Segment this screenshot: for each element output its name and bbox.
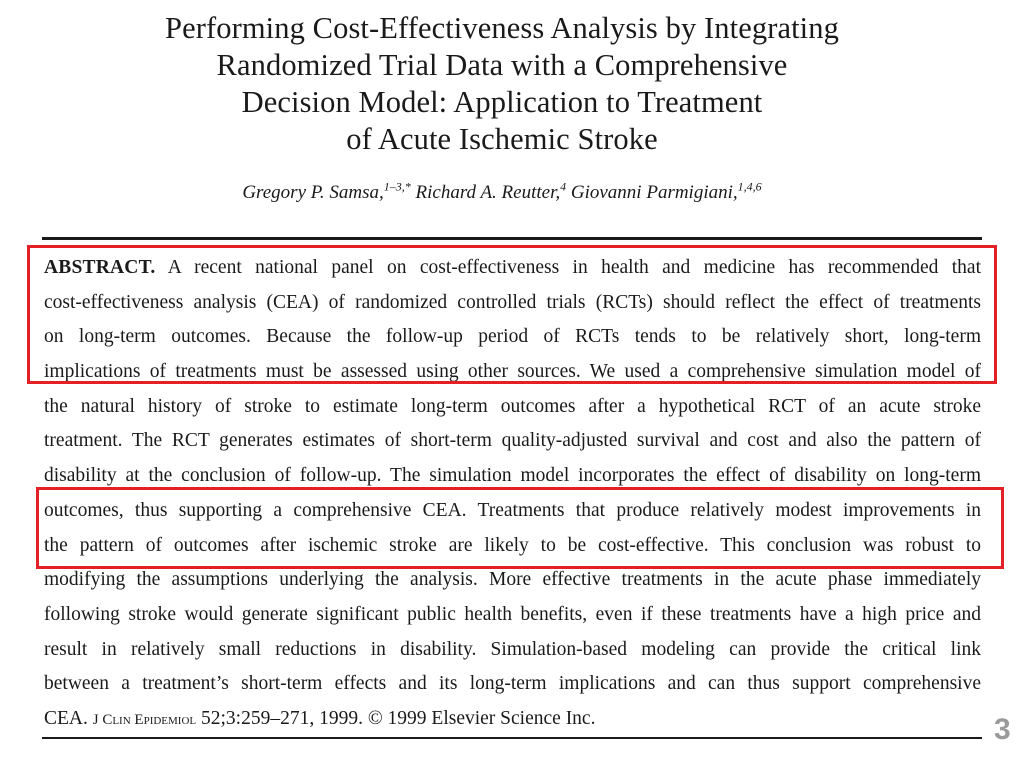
journal-name: J Clin Epidemiol: [92, 711, 197, 728]
bottom-divider: [42, 737, 982, 739]
abstract-line: result in relatively small reductions in disability. Simulation-based modeling can provide the critical link: [44, 638, 981, 660]
abstract-text: CEA.: [44, 707, 88, 729]
author-affiliation: 1–3,*: [383, 179, 411, 194]
abstract-line: treatment. The RCT generates estimates of short-term quality-adjusted survival and cost and also the pattern of: [44, 430, 981, 452]
abstract-line: outcomes, thus supporting a comprehensive CEA. Treatments that produce relatively modest improvements in: [44, 499, 981, 521]
abstract-line: [44, 251, 981, 286]
author-affiliation: 1,4,6: [737, 179, 762, 194]
author-name: Richard A. Reutter,: [415, 182, 561, 203]
abstract-text: A recent national panel on cost-effectiveness in health and medicine has recommended that: [167, 257, 981, 278]
author-affiliation: 4: [560, 179, 567, 194]
citation: 52;3:259–271, 1999. © 1999 Elsevier Science Inc.: [201, 707, 596, 729]
abstract-line: between a treatment’s short-term effects and its long-term implications and can thus support comprehensive: [44, 673, 981, 695]
author-name: Giovanni Parmigiani,: [570, 182, 738, 203]
abstract-label: ABSTRACT.: [44, 257, 156, 278]
abstract-line: disability at the conclusion of follow-up. The simulation model incorporates the effect of disability on long-term: [44, 465, 981, 487]
abstract-line: the natural history of stroke to estimate long-term outcomes after a hypothetical RCT of an acute stroke: [44, 395, 981, 417]
abstract-line: [44, 702, 981, 737]
abstract-line: the pattern of outcomes after ischemic stroke are likely to be cost-effective. This conclusion was robust to: [44, 534, 981, 556]
slide-number-fragment: 3: [994, 713, 1011, 746]
title-line: of Acute Ischemic Stroke: [346, 122, 658, 156]
abstract-block: [44, 251, 981, 737]
abstract-line: modifying the assumptions underlying the analysis. More effective treatments in the acute phase immediately: [44, 569, 981, 591]
abstract-line: implications of treatments must be assessed using other sources. We used a comprehensive simulation model of: [44, 361, 981, 383]
abstract-line: on long-term outcomes. Because the follow-up period of RCTs tends to be relatively short, long-term: [44, 326, 981, 348]
top-divider: [42, 237, 982, 240]
title-line: Decision Model: Application to Treatment: [241, 85, 763, 119]
title-line: Performing Cost-Effectiveness Analysis by Integrating: [165, 11, 839, 45]
abstract-line: following stroke would generate significant public health benefits, even if these treatments have a high price and: [44, 603, 981, 625]
author-list: [0, 180, 1004, 206]
author-name: Gregory P. Samsa,: [242, 182, 384, 203]
paper-title: [0, 10, 1004, 158]
title-line: Randomized Trial Data with a Comprehensive: [216, 48, 788, 82]
abstract-line: cost-effectiveness analysis (CEA) of randomized controlled trials (RCTs) should reflect the effect of treatments: [44, 291, 981, 313]
